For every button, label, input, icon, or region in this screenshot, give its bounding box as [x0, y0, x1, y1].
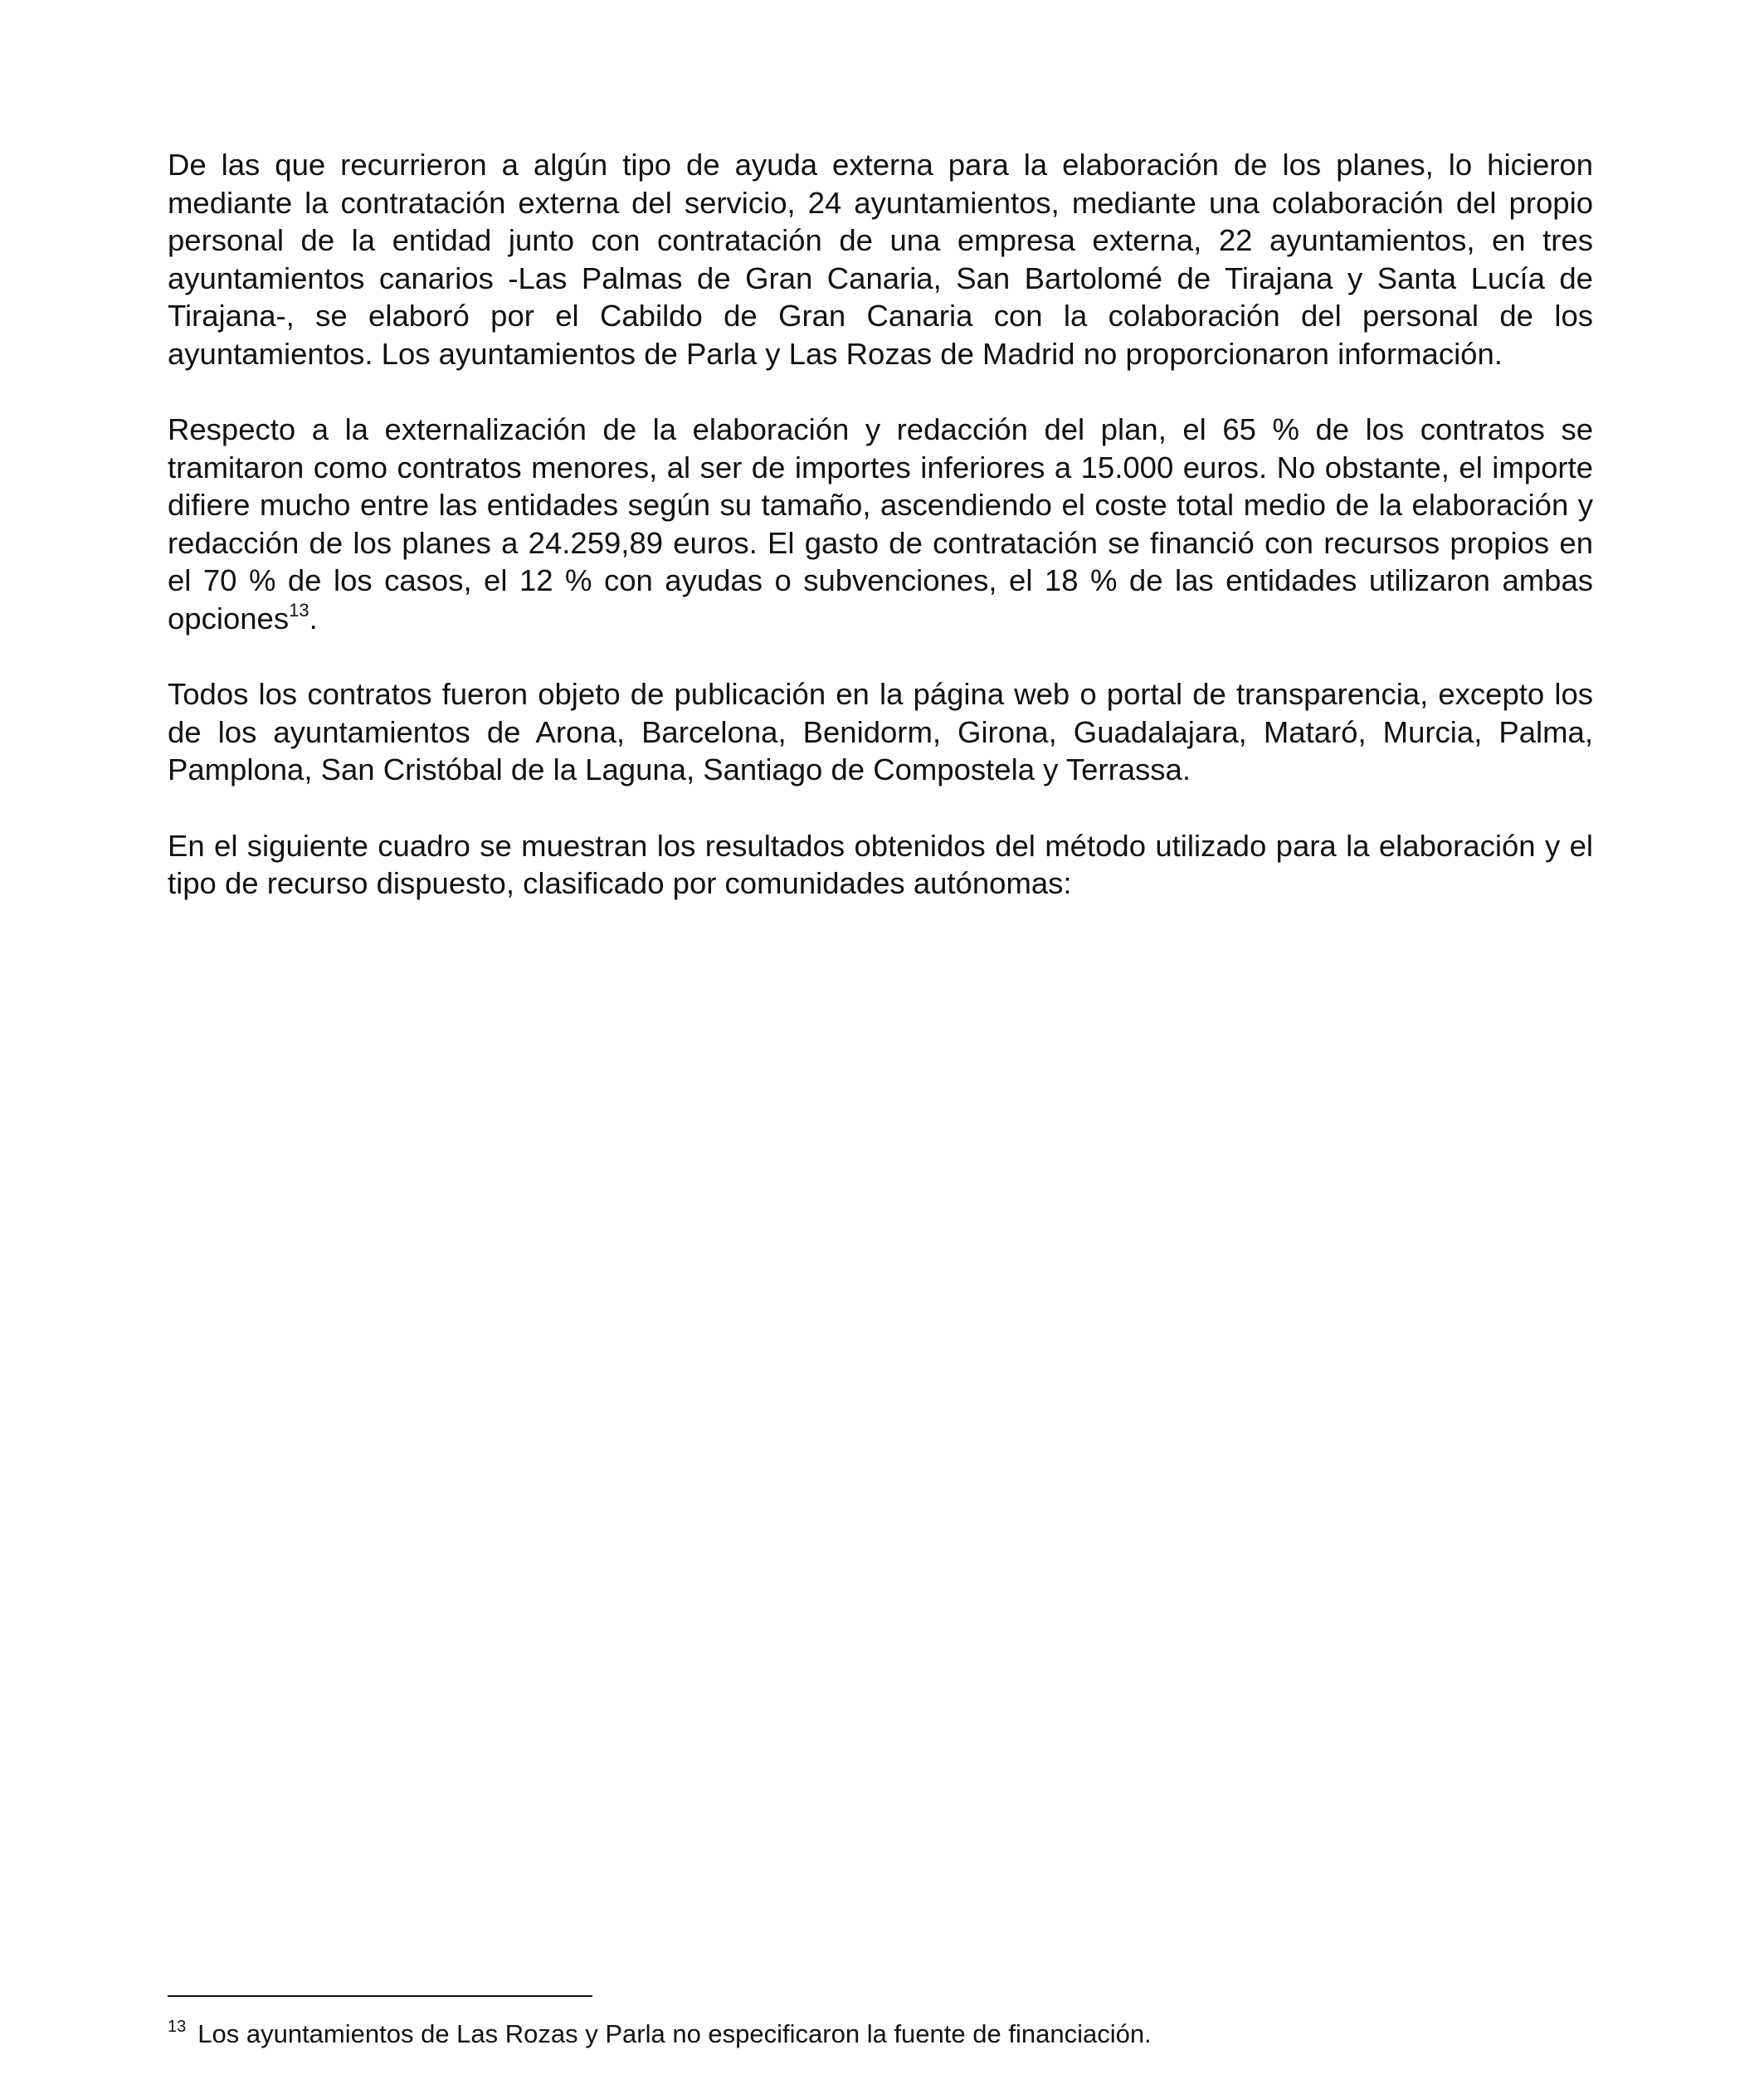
footnote [168, 2018, 1593, 2051]
footnote-number: 13 [168, 2018, 187, 2036]
paragraph-outsourcing-costs-text: Respecto a la externalización de la elaboración y redacción del plan, el 65 % de los contratos se tramitaron como contratos menores, al ser de importes inferiores a 15.000 euros. No obstante, el importe difiere mucho entre las entidades según su tamaño, ascendiendo el coste total medio de la elaboración y redacción de los planes a 24.259,89 euros. El gasto de contratación se financió con recursos propios en el 70 % de los casos, el 12 % con ayudas o subvenciones, el 18 % de las entidades utilizaron ambas opciones [168, 412, 1593, 635]
paragraph-table-intro: En el siguiente cuadro se muestran los resultados obtenidos del método utilizado para la elaboración y el tipo de recurso dispuesto, clasificado por comunidades autónomas: [168, 828, 1593, 900]
body-text [168, 146, 1593, 941]
paragraph-external-help: De las que recurrieron a algún tipo de ayuda externa para la elaboración de los planes, lo hicieron mediante la contratación externa del servicio, 24 ayuntamientos, mediante una colaboración del propio personal de la entidad junto con contratación de una empresa externa, 22 ayuntamientos, en tres ayuntamientos canarios -Las Palmas de Gran Canaria, San Bartolomé de Tirajana y Santa Lucía de Tirajana-, se elaboró por el Cabildo de Gran Canaria con la colaboración del personal de los ayuntamientos. Los ayuntamientos de Parla y Las Rozas de Madrid no proporcionaron información. [168, 148, 1593, 371]
footnote-separator [168, 1995, 592, 1997]
paragraph-outsourcing-costs-end: . [309, 601, 318, 635]
footnote-reference[interactable]: 13 [289, 599, 309, 621]
footnote-text: Los ayuntamientos de Las Rozas y Parla no especificaron la fuente de financiación. [197, 2019, 1152, 2048]
paragraph-outsourcing-costs [168, 411, 1593, 637]
paragraph-contract-publication: Todos los contratos fueron objeto de publicación en la página web o portal de transparencia, excepto los de los ayuntamientos de Arona, Barcelona, Benidorm, Girona, Guadalajara, Mataró, Murcia, Palma, Pamplona, San Cristóbal de la Laguna, Santiago de Compostela y Terrassa. [168, 677, 1593, 786]
